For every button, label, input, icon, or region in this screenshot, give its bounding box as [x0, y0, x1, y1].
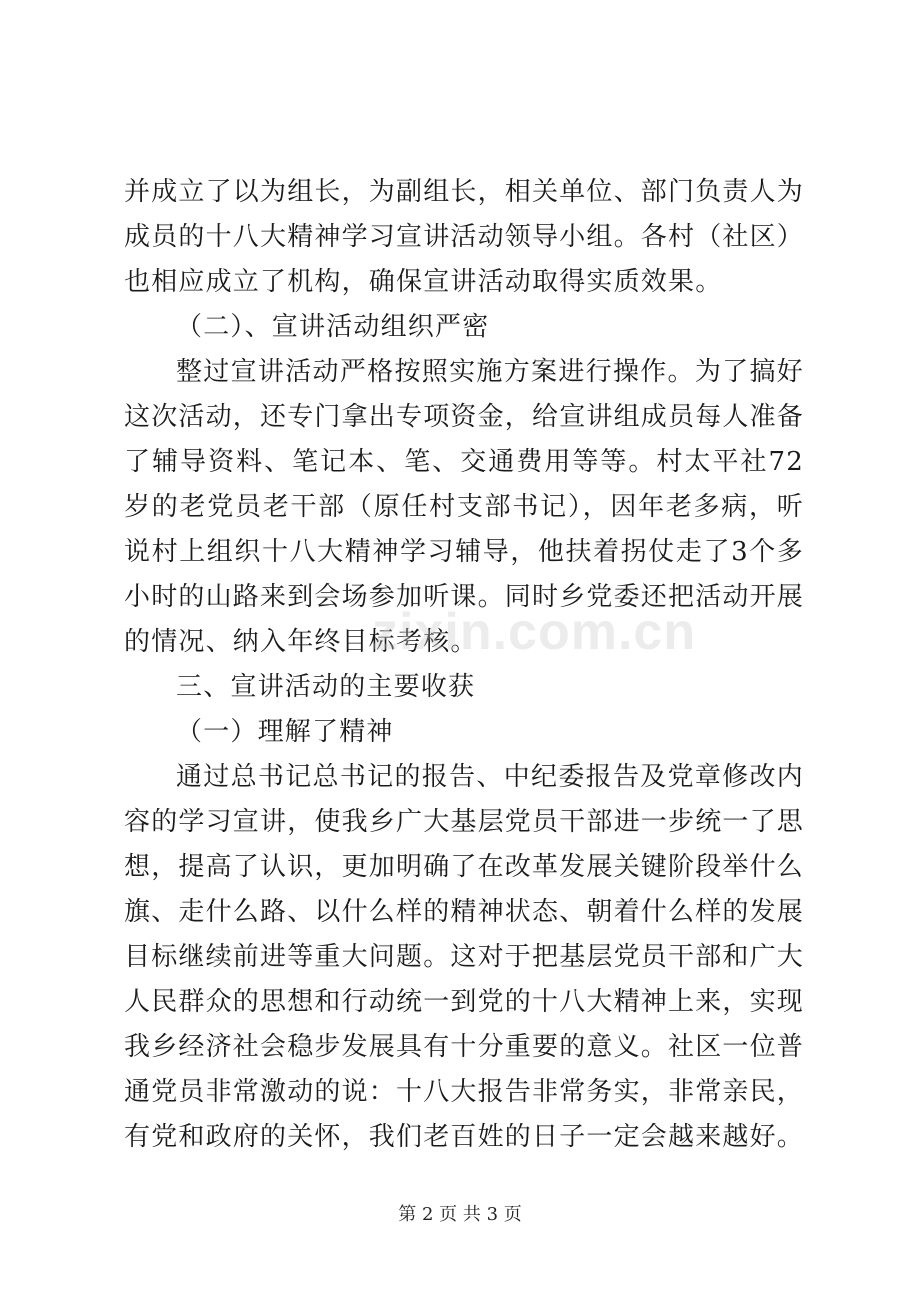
paragraph: 通过总书记总书记的报告、中纪委报告及党章修改内容的学习宣讲，使我乡广大基层党员干部进一步统一了思想，提高了认识，更加明确了在改革发展关键阶段举什么旗、走什么路、以什么样的精神状态、朝着什么样的发展目标继续前进等重大问题。这对于把基层党员干部和广大人民群众的思想和行动统一到党的十八大精神上来，实现我乡经济社会稳步发展具有十分重要的意义。社区一位普通党员非常激动的说：十八大报告非常务实，非常亲民，有党和政府的关怀，我们老百姓的日子一定会越来越好。: [124, 762, 805, 1152]
subsection-heading: （一）理解了精神: [176, 717, 394, 747]
page-footer: 第 2 页 共 3 页: [398, 1204, 522, 1225]
paragraph: 整过宣讲活动严格按照实施方案进行操作。为了搞好这次活动，还专门拿出专项资金，给宣讲组成员每人准备了辅导资料、笔记本、笔、交通费用等等。村太平社72岁的老党员老干部（原任村支部书记），因年老多病，听说村上组织十八大精神学习辅导，他扶着拐仗走了3个多小时的山路来到会场参加听课。同时乡党委还把活动开展的情况、纳入年终目标考核。: [124, 357, 805, 657]
paragraph: 并成立了以为组长，为副组长，相关单位、部门负责人为成员的十八大精神学习宣讲活动领导小组。各村（社区）也相应成立了机构，确保宣讲活动取得实质效果。: [124, 177, 805, 297]
section-heading: （二）、宣讲活动组织严密: [176, 312, 490, 342]
section-heading: 三、宣讲活动的主要收获: [176, 672, 476, 702]
watermark: zixin.com.cn: [372, 603, 697, 661]
document-body: [124, 170, 804, 1160]
